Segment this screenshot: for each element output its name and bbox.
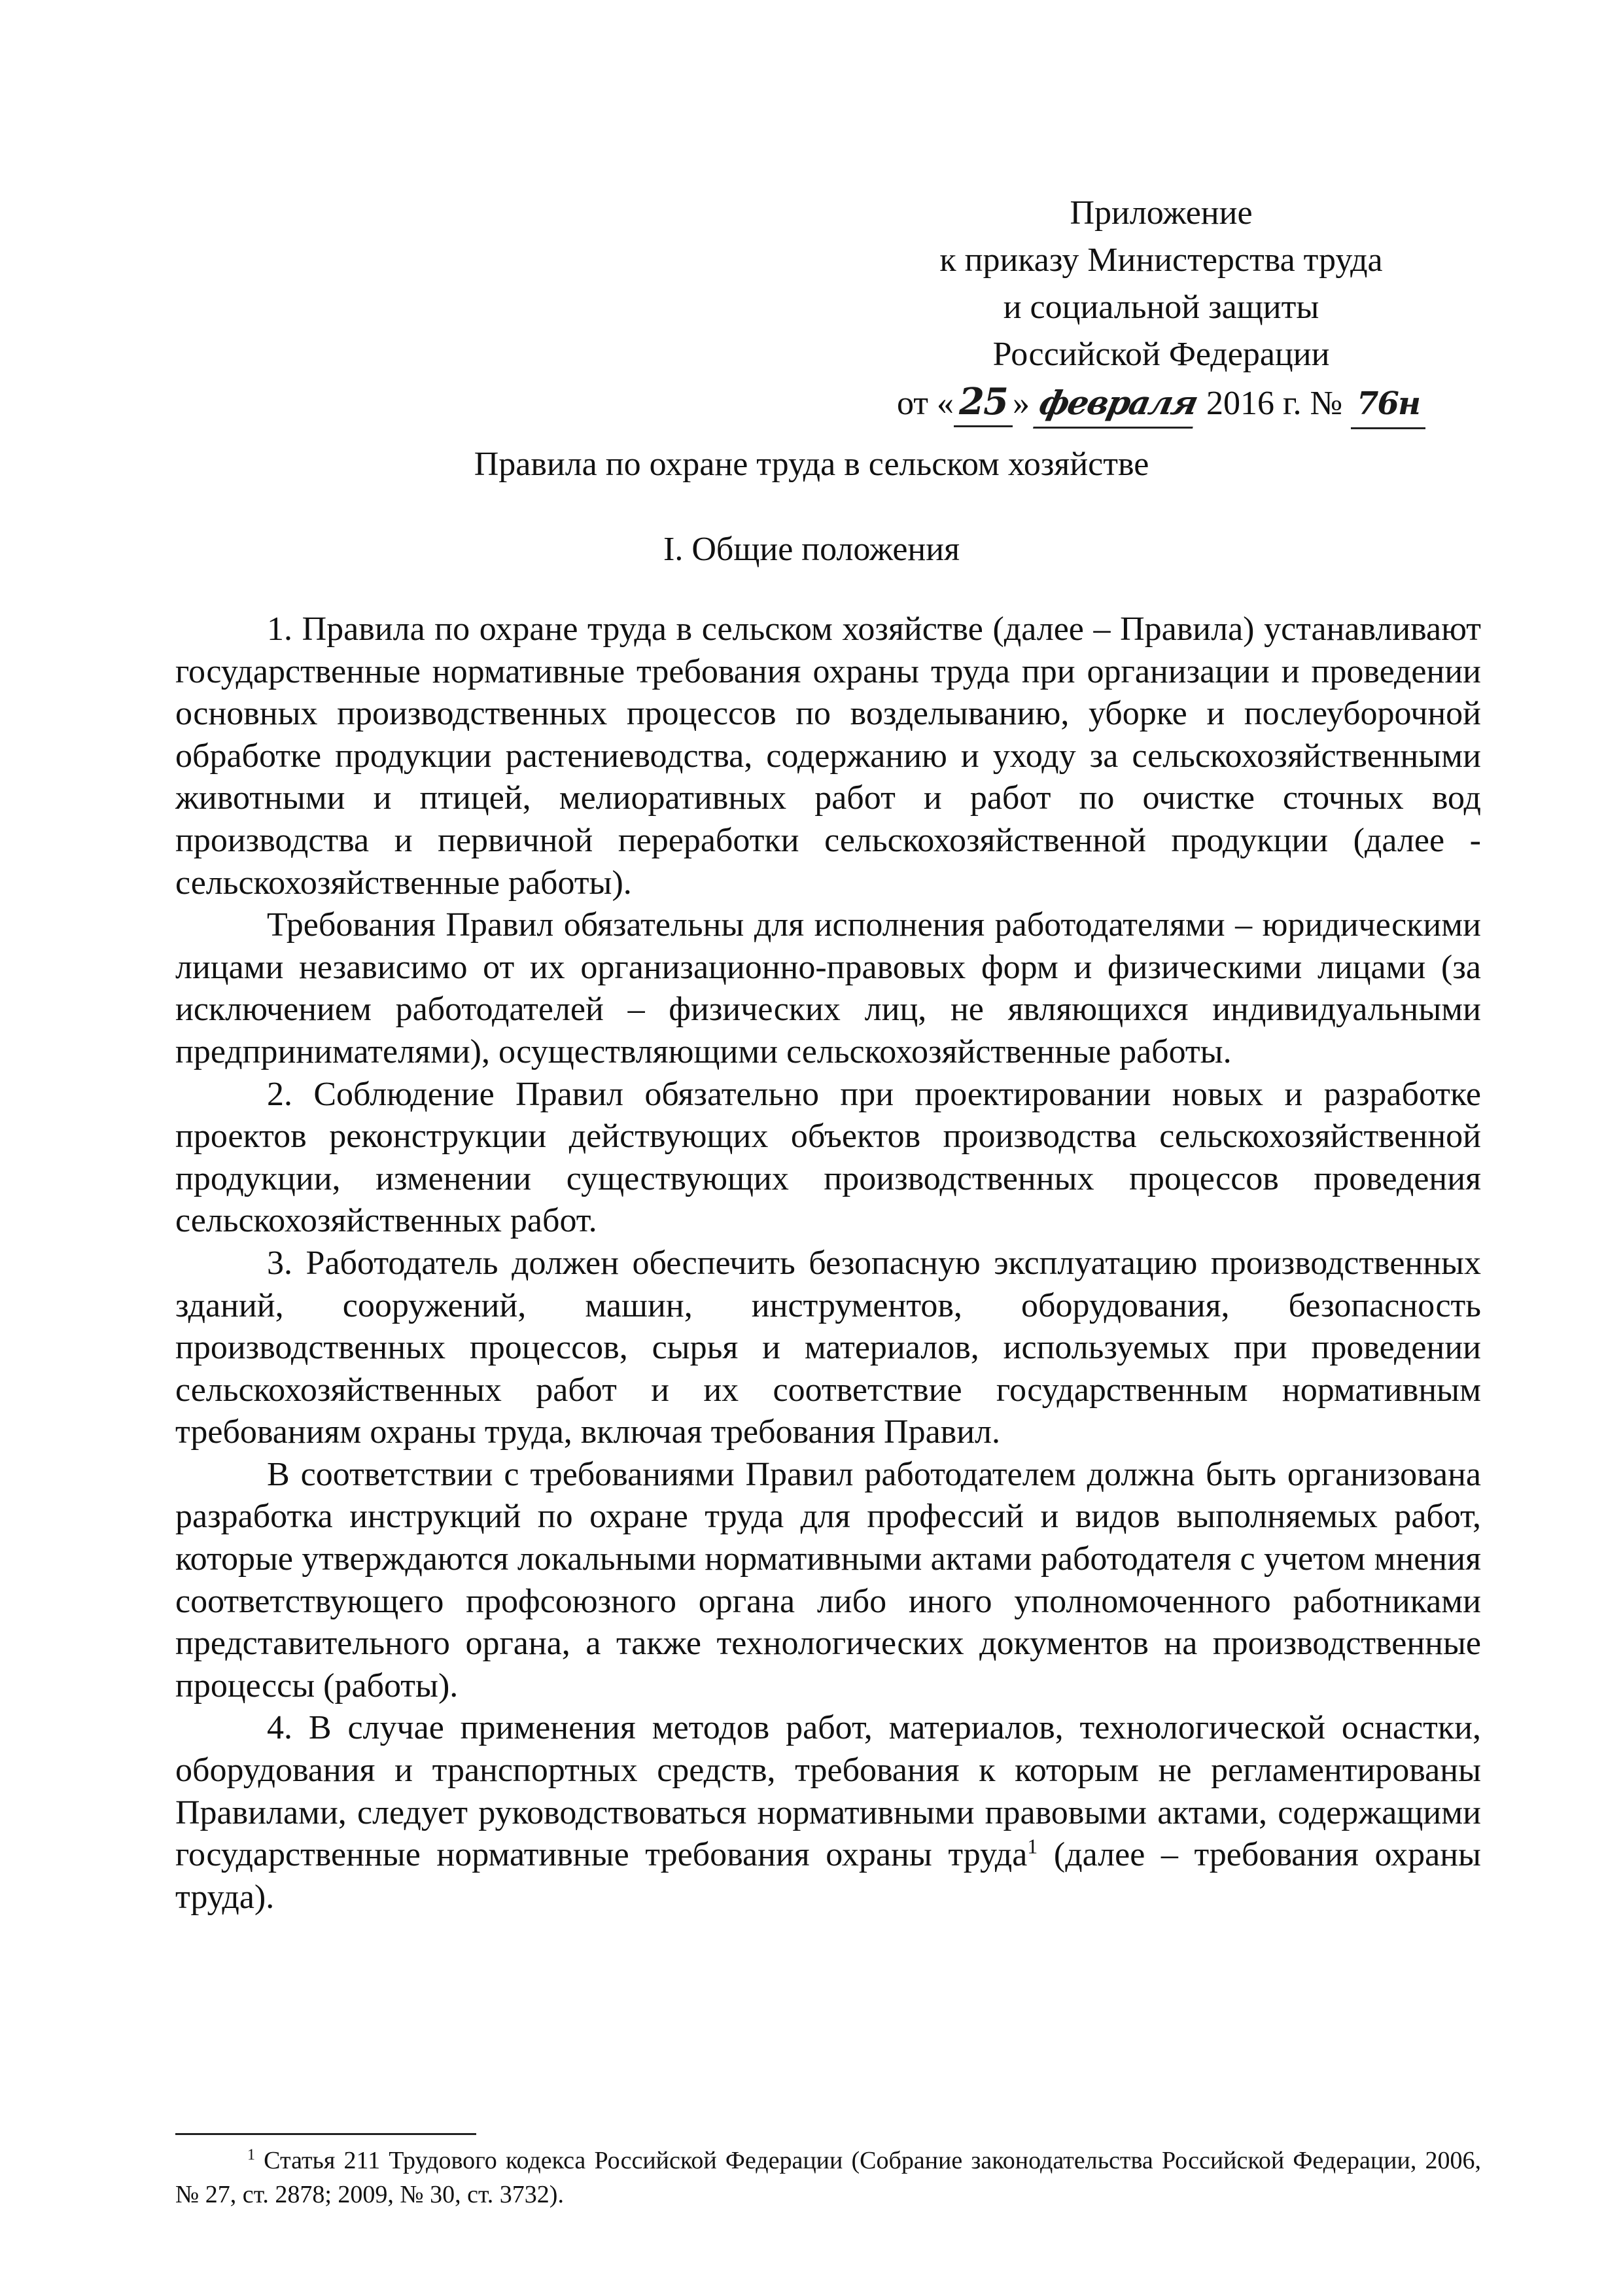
footnote-reference: 1 xyxy=(1027,1834,1038,1858)
order-date-line xyxy=(877,378,1446,429)
paragraph-6-text: 4. В случае применения методов работ, материалов, технологической оснастки, оборудования и транспортных средств, требования к которым не регламентированы Правилами, следует руководствоваться нормативными правовыми актами, содержащими государственные нормативные требования охраны труда xyxy=(175,1709,1481,1874)
paragraph-1: 1. Правила по охране труда в сельском хозяйстве (далее – Правила) устанавливают государственные нормативные требования охраны труда при организации и проведении основных производственных процессов по возделыванию, уборке и послеуборочной обработке продукции растениеводства, содержанию и уходу за сельскохозяйственными животными и птицей, мелиоративных работ и работ по очистке сточных вод производства и первичной переработки сельскохозяйственной продукции (далее - сельскохозяйственные работы). xyxy=(175,610,1481,902)
paragraph-6-tail: (далее – требования охраны труда). xyxy=(175,1836,1481,1916)
handwritten-day: 25 xyxy=(954,378,1013,427)
document-body xyxy=(175,609,1481,1918)
footnote-text: Статья 211 Трудового кодекса Российской Федерации (Собрание законодательства Российской Федерации, 2006, № 27, ст. 2878; 2009, № 30, ст. 3732). xyxy=(175,2147,1481,2208)
header-line-federation: Российской Федерации xyxy=(992,336,1330,373)
document-title: Правила по охране труда в сельском хозяйстве xyxy=(474,446,1149,483)
section-heading: I. Общие положения xyxy=(663,531,960,568)
footnote-separator xyxy=(175,2133,476,2135)
paragraph-4: 3. Работодатель должен обеспечить безопасную эксплуатацию производственных зданий, сооружений, машин, инструментов, оборудования, безопасность производственных процессов, сырья и материалов, используемых при проведении сельскохозяйственных работ и их соответствие государственным нормативным требованиям охраны труда, включая требования Правил. xyxy=(175,1244,1481,1451)
header-line-ministry: и социальной защиты xyxy=(1003,289,1319,326)
paragraph-3: 2. Соблюдение Правил обязательно при проектировании новых и разработке проектов реконструкции действующих объектов производства сельскохозяйственной продукции, изменении существующих производственных процессов проведения сельскохозяйственных работ. xyxy=(175,1075,1481,1240)
date-mid: » xyxy=(1012,385,1030,422)
footnote xyxy=(175,2144,1481,2212)
date-prefix: от « xyxy=(896,385,954,422)
header-line-order: к приказу Министерства труда xyxy=(939,241,1383,279)
handwritten-order-number: 76н xyxy=(1351,380,1425,429)
date-year: 2016 г. № xyxy=(1206,385,1343,422)
paragraph-2: Требования Правил обязательны для исполнения работодателями – юридическими лицами независимо от их организационно-правовых форм и физическими лицами (за исключением работодателей – физических лиц, не являющихся индивидуальными предпринимателями), осуществляющими сельскохозяйственные работы. xyxy=(175,906,1481,1070)
header-line-appendix: Приложение xyxy=(1070,194,1253,232)
footnote-mark: 1 xyxy=(247,2146,255,2164)
handwritten-month: февраля xyxy=(1033,380,1203,429)
paragraph-5: В соответствии с требованиями Правил работодателем должна быть организована разработка инструкций по охране труда для профессий и видов выполняемых работ, которые утверждаются локальными нормативными актами работодателя с учетом мнения соответствующего профсоюзного органа либо иного уполномоченного работниками представительного органа, а также технологических документов на производственные процессы (работы). xyxy=(175,1455,1481,1704)
paragraph-6 xyxy=(175,1707,1481,1918)
approval-header xyxy=(877,190,1446,429)
